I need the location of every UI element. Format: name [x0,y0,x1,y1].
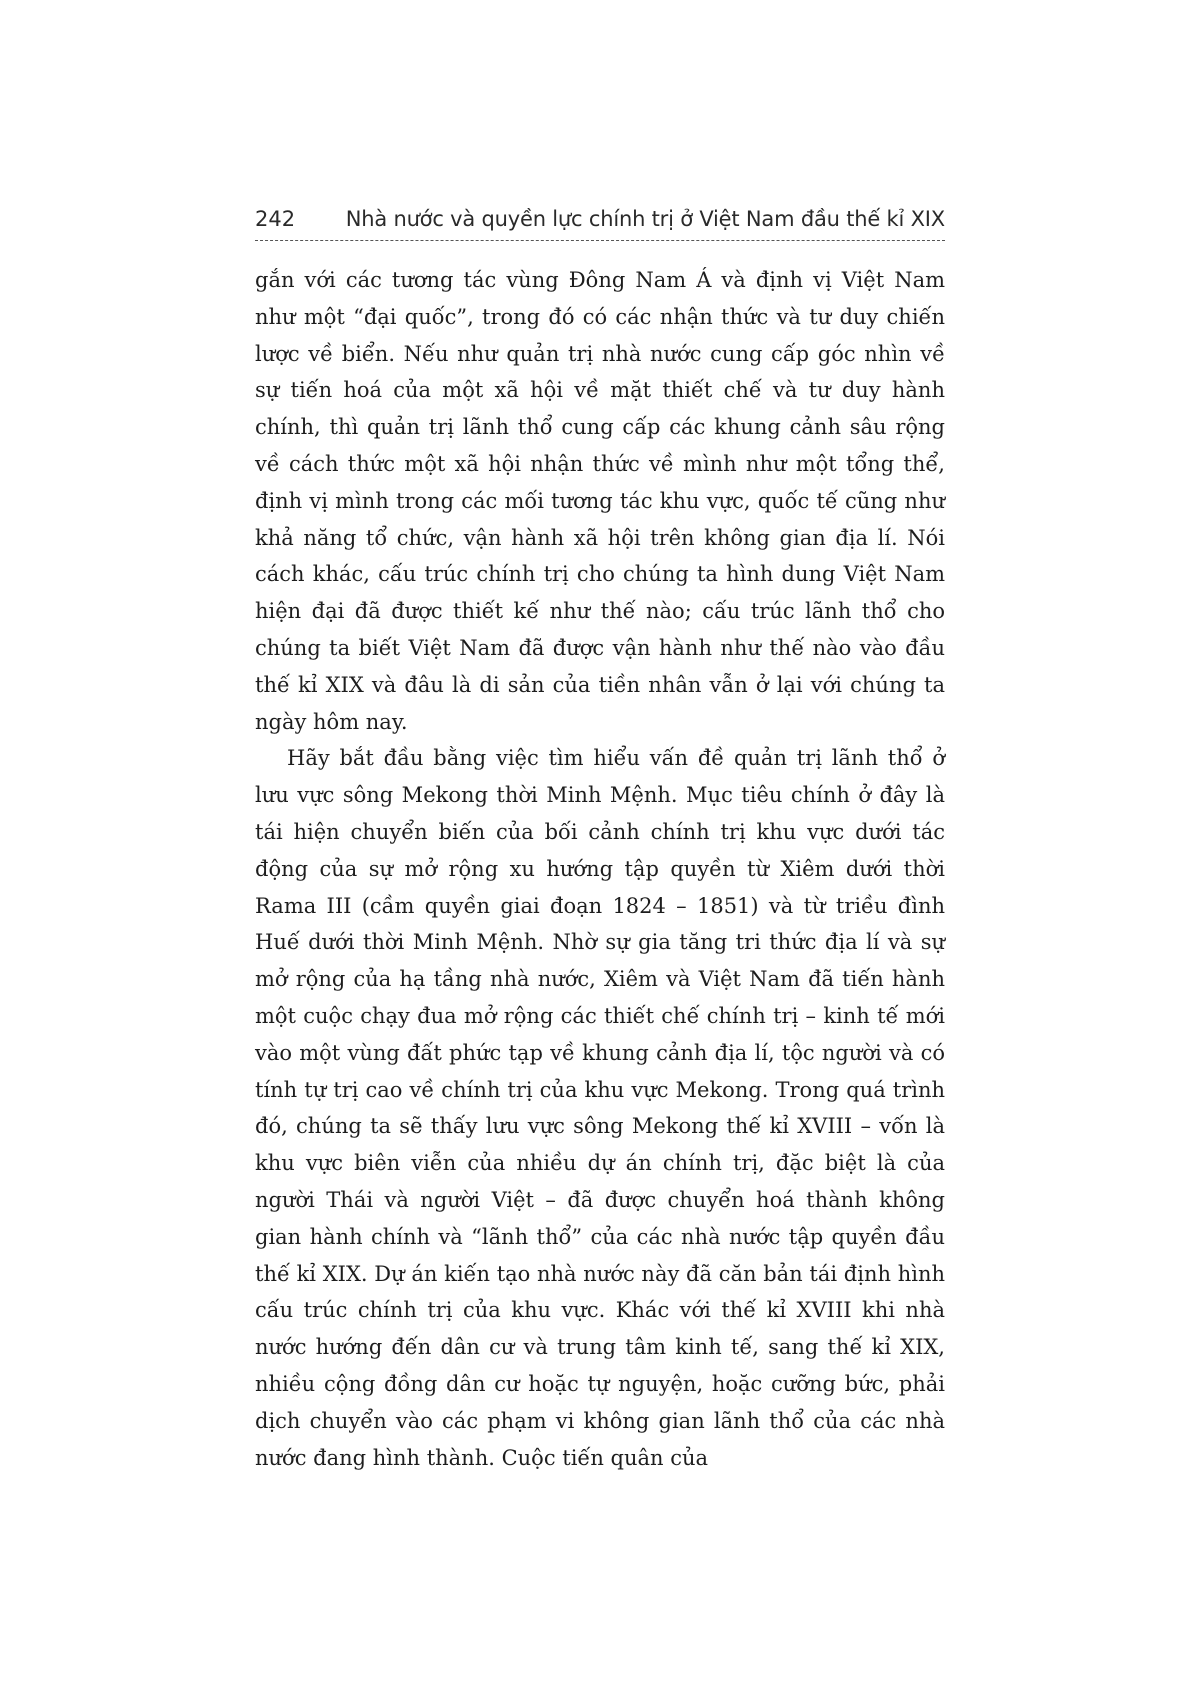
page-number: 242 [255,207,296,231]
header-divider [255,240,945,241]
paragraph-1: gắn với các tương tác vùng Đông Nam Á và định vị Việt Nam như một “đại quốc”, trong đó có các nhận thức và tư duy chiến lược về biển. Nếu như quản trị nhà nước cung cấp góc nhìn về sự tiến hoá của một xã hội về mặt thiết chế và tư duy hành chính, thì quản trị lãnh thổ cung cấp các khung cảnh sâu rộng về cách thức một xã hội nhận thức về mình như một tổng thể, định vị mình trong các mối tương tác khu vực, quốc tế cũng như khả năng tổ chức, vận hành xã hội trên không gian địa lí. Nói cách khác, cấu trúc chính trị cho chúng ta hình dung Việt Nam hiện đại đã được thiết kế như thế nào; cấu trúc lãnh thổ cho chúng ta biết Việt Nam đã được vận hành như thế nào vào đầu thế kỉ XIX và đâu là di sản của tiền nhân vẫn ở lại với chúng ta ngày hôm nay. [255,268,945,734]
running-title: Nhà nước và quyền lực chính trị ở Việt Nam đầu thế kỉ XIX [345,207,945,231]
running-header [255,205,945,235]
paragraph-2: Hãy bắt đầu bằng việc tìm hiểu vấn đề quản trị lãnh thổ ở lưu vực sông Mekong thời Minh Mệnh. Mục tiêu chính ở đây là tái hiện chuyển biến của bối cảnh chính trị khu vực dưới tác động của sự mở rộng xu hướng tập quyền từ Xiêm dưới thời Rama III (cầm quyền giai đoạn 1824 – 1851) và từ triều đình Huế dưới thời Minh Mệnh. Nhờ sự gia tăng tri thức địa lí và sự mở rộng của hạ tầng nhà nước, Xiêm và Việt Nam đã tiến hành một cuộc chạy đua mở rộng các thiết chế chính trị – kinh tế mới vào một vùng đất phức tạp về khung cảnh địa lí, tộc người và có tính tự trị cao về chính trị của khu vực Mekong. Trong quá trình đó, chúng ta sẽ thấy lưu vực sông Mekong thế kỉ XVIII – vốn là khu vực biên viễn của nhiều dự án chính trị, đặc biệt là của người Thái và người Việt – đã được chuyển hoá thành không gian hành chính và “lãnh thổ” của các nhà nước tập quyền đầu thế kỉ XIX. Dự án kiến tạo nhà nước này đã căn bản tái định hình cấu trúc chính trị của khu vực. Khác với thế kỉ XVIII khi nhà nước hướng đến dân cư và trung tâm kinh tế, sang thế kỉ XIX, nhiều cộng đồng dân cư hoặc tự nguyện, hoặc cưỡng bức, phải dịch chuyển vào các phạm vi không gian lãnh thổ của các nhà nước đang hình thành. Cuộc tiến quân của [255,746,945,1470]
body-text [255,262,945,1476]
